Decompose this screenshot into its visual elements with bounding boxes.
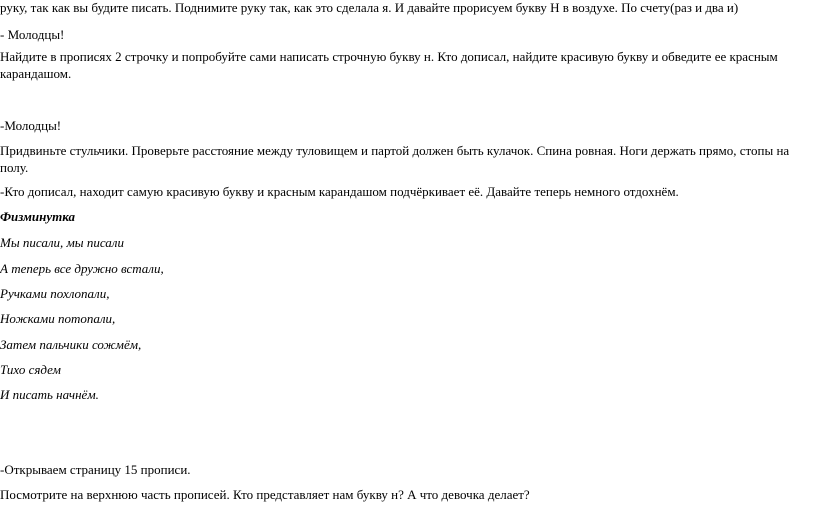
paragraph-line: полу. <box>0 160 29 175</box>
paragraph-line: -Молодцы! <box>0 118 62 133</box>
paragraph-line: - Молодцы! <box>0 27 65 42</box>
paragraph-line: Посмотрите на верхнюю часть прописей. Кто представляет нам букву н? А что девочка делает? <box>0 487 530 502</box>
poem-title: Физминутка <box>0 209 76 224</box>
paragraph-line: Придвиньте стульчики. Проверьте расстояние между туловищем и партой должен быть кулачок. Спина ровная. Ноги держать прямо, стопы на <box>0 143 790 158</box>
poem-line: А теперь все дружно встали, <box>0 261 164 276</box>
poem-line: Ручками похлопали, <box>0 286 110 301</box>
paragraph-line: -Открываем страницу 15 прописи. <box>0 462 191 477</box>
paragraph-line: -Кто дописал, находит самую красивую букву и красным карандашом подчёркивает её. Давайте теперь немного отдохнём. <box>0 184 679 199</box>
poem-line: Затем пальчики сожмём, <box>0 337 142 352</box>
paragraph-line: Найдите в прописях 2 строчку и попробуйте сами написать строчную букву н. Кто дописал, найдите красивую букву и обведите ее красным <box>0 49 778 64</box>
paragraph-line: руку, так как вы будите писать. Поднимите руку так, как это сделала я. И давайте прорисуем букву Н в воздухе. По счету(раз и два и) <box>0 0 739 15</box>
poem-line: Мы писали, мы писали <box>0 235 124 250</box>
paragraph-line: карандашом. <box>0 66 72 81</box>
poem-line: Тихо сядем <box>0 362 61 377</box>
poem-line: И писать начнём. <box>0 387 99 402</box>
poem-line: Ножками потопали, <box>0 311 116 326</box>
